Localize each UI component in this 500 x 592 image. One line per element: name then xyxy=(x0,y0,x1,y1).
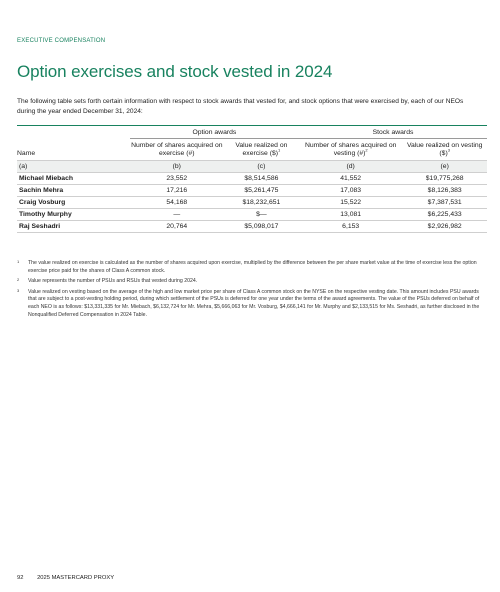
col-letter-d: (d) xyxy=(299,161,402,173)
col-header-value-vesting xyxy=(402,139,487,161)
value-vesting: $6,225,433 xyxy=(402,209,487,221)
shares-vesting: 41,552 xyxy=(299,173,402,185)
table-row xyxy=(17,173,487,185)
col-letter-c: (c) xyxy=(224,161,299,173)
section-label: EXECUTIVE COMPENSATION xyxy=(17,38,106,44)
footnote-number: 1 xyxy=(17,259,20,264)
page-title: Option exercises and stock vested in 2024 xyxy=(17,62,333,81)
shares-vesting: 17,083 xyxy=(299,185,402,197)
col-header-name: Name xyxy=(17,150,36,157)
value-vesting: $7,387,531 xyxy=(402,197,487,209)
column-header-row xyxy=(17,139,487,161)
footnote-text: Value represents the number of PSUs and RSUs that vested during 2024. xyxy=(28,278,198,285)
column-letter-row xyxy=(17,161,487,173)
page-footer xyxy=(17,575,126,581)
group-stock-awards: Stock awards xyxy=(299,126,487,139)
shares-exercise: 54,168 xyxy=(130,197,224,209)
option-stock-table-container xyxy=(17,125,487,233)
shares-vesting: 13,081 xyxy=(299,209,402,221)
intro-paragraph: The following table sets forth certain information with respect to stock awards that vested for, and stock options that were exercised by, each of our NEOs during the year ended December 31, 2024: xyxy=(17,98,464,115)
shares-vesting: 6,153 xyxy=(299,221,402,233)
option-exercises-table xyxy=(17,125,487,233)
page-number: 92 xyxy=(17,575,24,581)
value-vesting: $2,926,982 xyxy=(402,221,487,233)
footnote-1 xyxy=(17,260,487,275)
footnotes xyxy=(17,260,487,322)
value-exercise: $5,261,475 xyxy=(224,185,299,197)
shares-exercise: 23,552 xyxy=(130,173,224,185)
col-header-shares-vesting-text: Number of shares acquired on vesting (#) xyxy=(304,142,397,157)
footnote-3 xyxy=(17,289,487,319)
footnote-ref-3: 3 xyxy=(447,147,450,153)
table-row xyxy=(17,197,487,209)
footnote-number: 3 xyxy=(17,287,20,293)
neo-name: Craig Vosburg xyxy=(17,197,130,209)
neo-name: Timothy Murphy xyxy=(17,209,130,221)
value-exercise: $5,098,017 xyxy=(224,221,299,233)
value-exercise: $— xyxy=(224,209,299,221)
group-option-awards: Option awards xyxy=(130,126,299,139)
col-header-shares-vesting xyxy=(299,139,402,161)
value-exercise: $18,232,651 xyxy=(224,197,299,209)
col-letter-b: (b) xyxy=(130,161,224,173)
col-header-shares-exercise: Number of shares acquired on exercise (#) xyxy=(131,142,223,157)
footnote-number: 2 xyxy=(17,277,20,283)
value-exercise: $8,514,586 xyxy=(224,173,299,185)
value-vesting: $19,775,268 xyxy=(402,173,487,185)
neo-name: Raj Seshadri xyxy=(17,221,130,233)
table-row xyxy=(17,185,487,197)
value-vesting: $8,126,383 xyxy=(402,185,487,197)
shares-vesting: 15,522 xyxy=(299,197,402,209)
footnote-2 xyxy=(17,278,487,286)
shares-exercise: 20,764 xyxy=(130,221,224,233)
col-header-value-exercise-text: Value realized on exercise ($) xyxy=(235,142,288,157)
shares-exercise: 17,216 xyxy=(130,185,224,197)
table-row xyxy=(17,221,487,233)
col-header-value-exercise xyxy=(224,139,299,161)
col-letter-e: (e) xyxy=(402,161,487,173)
group-header-row xyxy=(17,126,487,139)
col-letter-a: (a) xyxy=(17,161,130,173)
document-name: 2025 MASTERCARD PROXY xyxy=(37,575,115,581)
footnote-ref-1: 1 xyxy=(278,147,281,153)
shares-exercise: — xyxy=(130,209,224,221)
col-header-value-vesting-text: Value realized on vesting ($) xyxy=(406,142,483,157)
footnote-text: Value realized on vesting based on the average of the high and low market price per share of Class A common stock on the NYSE on the respective vesting date. This amount includes PSU awards that are subject to a post-vesting holding period, during which settlement of the PSUs is deferred for one year under the terms of the award agreements. The value of the PSUs deferred on behalf of each NEO is as follows: $13,331,335 for Mr. Miebach, $6,132,724 for Mr. Mehra, $5,666,063 for Mr. Vosburg, $4,666,141 for Mr. Murphy and $2,133,515 for Ms. Seshadri, as further disclosed in the Nonqualified Deferred Compensation in 2024 Table. xyxy=(28,288,480,318)
neo-name: Michael Miebach xyxy=(17,173,130,185)
footnote-text: The value realized on exercise is calculated as the number of shares acquired upon exercise, multiplied by the difference between the per share market value at the time of exercise less the option exercise price paid for the shares of Class A common stock. xyxy=(28,260,477,274)
neo-name: Sachin Mehra xyxy=(17,185,130,197)
table-row xyxy=(17,209,487,221)
footnote-ref-2: 2 xyxy=(365,147,368,153)
